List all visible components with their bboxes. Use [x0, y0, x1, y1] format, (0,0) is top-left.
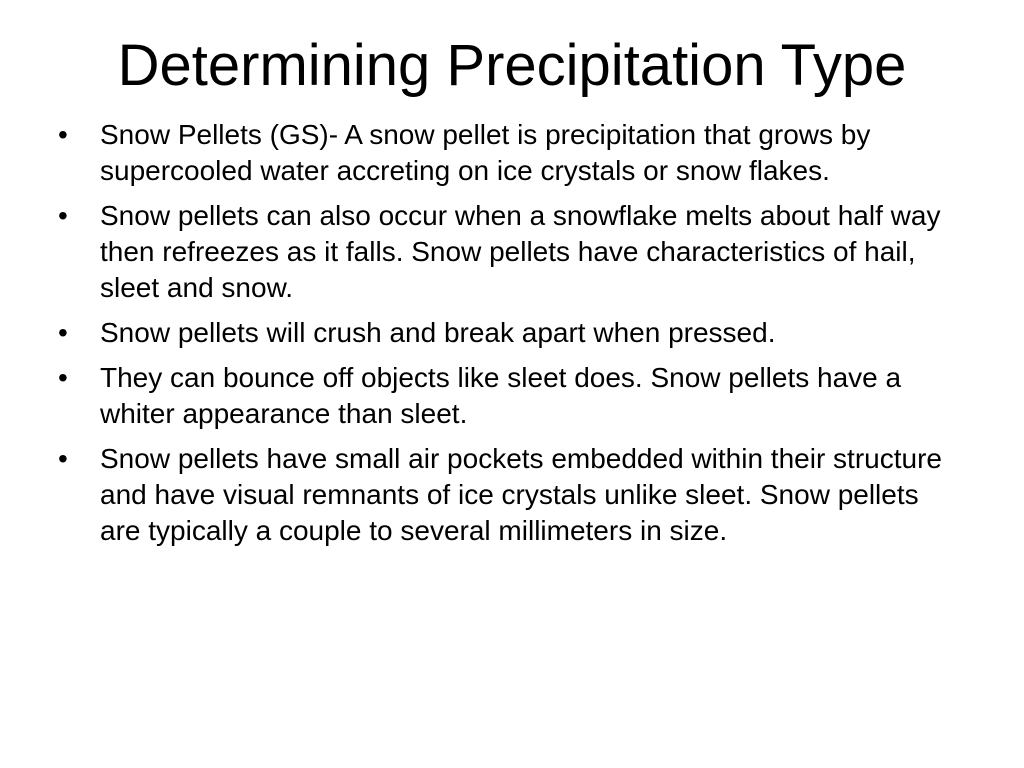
- bullet-text-5: Snow pellets have small air pockets embedded within their structure and have visual remnants of ice crystals unlike sleet. Snow pellets are typically a couple to several millimeters in size.: [100, 443, 942, 546]
- bullet-item-3: [58, 315, 958, 351]
- bullet-item-5: [58, 441, 958, 549]
- bullet-icon: •: [58, 200, 68, 231]
- bullet-text-4: They can bounce off objects like sleet does. Snow pellets have a whiter appearance than sleet.: [100, 362, 902, 429]
- bullet-text-3: Snow pellets will crush and break apart when pressed.: [100, 317, 776, 348]
- bullet-icon: •: [58, 443, 68, 474]
- slide-title: Determining Precipitation Type: [117, 33, 907, 98]
- bullet-text-2: Snow pellets can also occur when a snowflake melts about half way then refreezes as it falls. Snow pellets have characteristics of hail, sleet and snow.: [100, 200, 941, 303]
- bullet-item-2: [58, 198, 958, 306]
- bullet-list: [58, 117, 958, 558]
- bullet-icon: •: [58, 362, 68, 393]
- bullet-icon: •: [58, 119, 68, 150]
- bullet-item-1: [58, 117, 958, 189]
- bullet-text-1: Snow Pellets (GS)- A snow pellet is precipitation that grows by supercooled water accreting on ice crystals or snow flakes.: [100, 119, 871, 186]
- bullet-icon: •: [58, 317, 68, 348]
- bullet-item-4: [58, 360, 958, 432]
